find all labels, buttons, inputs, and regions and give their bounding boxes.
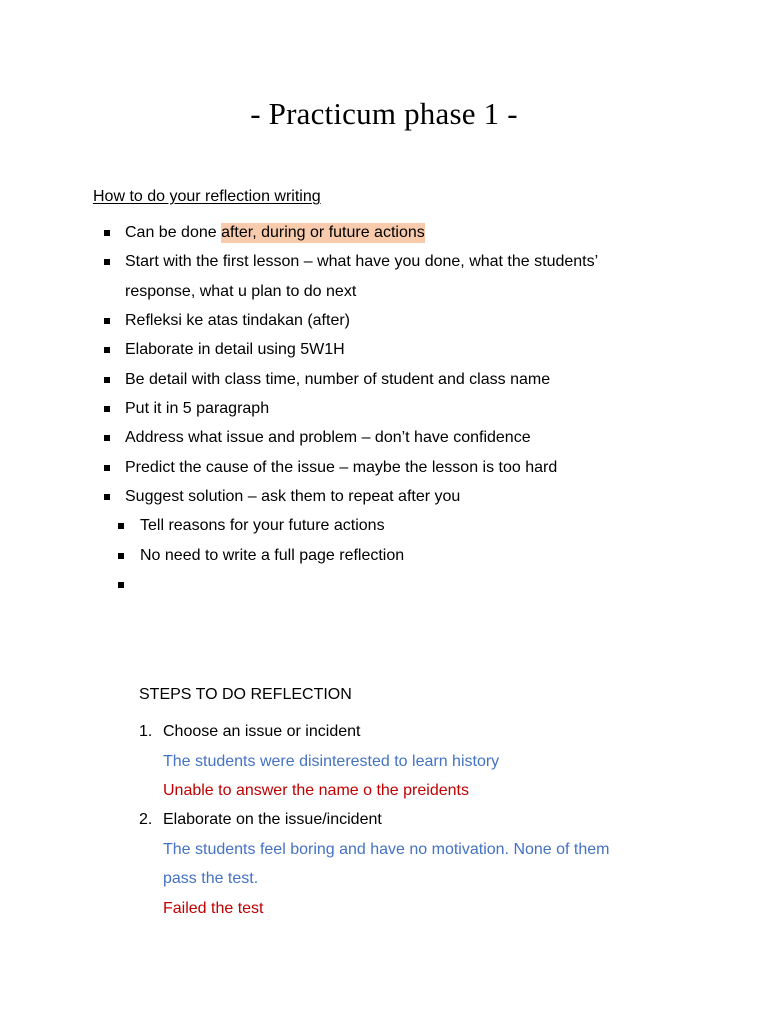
bullet-icon xyxy=(104,465,110,471)
step-number: 1. xyxy=(139,723,153,740)
bullet-text: Can be done xyxy=(125,224,222,241)
bullet-item: No need to write a full page reflection xyxy=(140,547,405,564)
bullet-item: Put it in 5 paragraph xyxy=(125,400,270,417)
bullet-item: Refleksi ke atas tindakan (after) xyxy=(125,312,350,329)
reflection-heading: How to do your reflection writing xyxy=(93,188,321,205)
bullet-icon xyxy=(104,259,110,265)
bullet-icon xyxy=(118,523,124,529)
bullet-item: Elaborate in detail using 5W1H xyxy=(125,341,345,358)
bullet-item: Be detail with class time, number of student and class name xyxy=(125,371,551,388)
bullet-item xyxy=(125,222,425,244)
bullet-item: Address what issue and problem – don’t have confidence xyxy=(125,429,531,446)
bullet-icon xyxy=(118,582,124,588)
bullet-icon xyxy=(104,347,110,353)
bullet-icon xyxy=(118,553,124,559)
step-note-blue: The students feel boring and have no motivation. None of them xyxy=(163,841,610,858)
highlighted-text: after, during or future actions xyxy=(221,224,425,241)
bullet-item: Tell reasons for your future actions xyxy=(140,517,385,534)
step-label: Elaborate on the issue/incident xyxy=(163,811,382,828)
step-number: 2. xyxy=(139,811,153,828)
step-note-blue-continuation: pass the test. xyxy=(163,870,259,887)
bullet-icon xyxy=(104,406,110,412)
bullet-icon xyxy=(104,377,110,383)
bullet-icon xyxy=(104,318,110,324)
bullet-item: Predict the cause of the issue – maybe the lesson is too hard xyxy=(125,459,558,476)
bullet-item: Suggest solution – ask them to repeat after you xyxy=(125,488,461,505)
steps-heading: STEPS TO DO REFLECTION xyxy=(139,686,352,703)
bullet-icon xyxy=(104,435,110,441)
bullet-item: Start with the first lesson – what have you done, what the students’ xyxy=(125,253,599,270)
step-note-blue: The students were disinterested to learn history xyxy=(163,753,500,770)
step-label: Choose an issue or incident xyxy=(163,723,361,740)
bullet-icon xyxy=(104,230,110,236)
bullet-icon xyxy=(104,494,110,500)
page-title: - Practicum phase 1 - xyxy=(250,96,518,131)
step-note-red: Unable to answer the name o the preidents xyxy=(163,782,469,799)
step-note-red: Failed the test xyxy=(163,900,264,917)
bullet-item-continuation: response, what u plan to do next xyxy=(125,283,357,300)
